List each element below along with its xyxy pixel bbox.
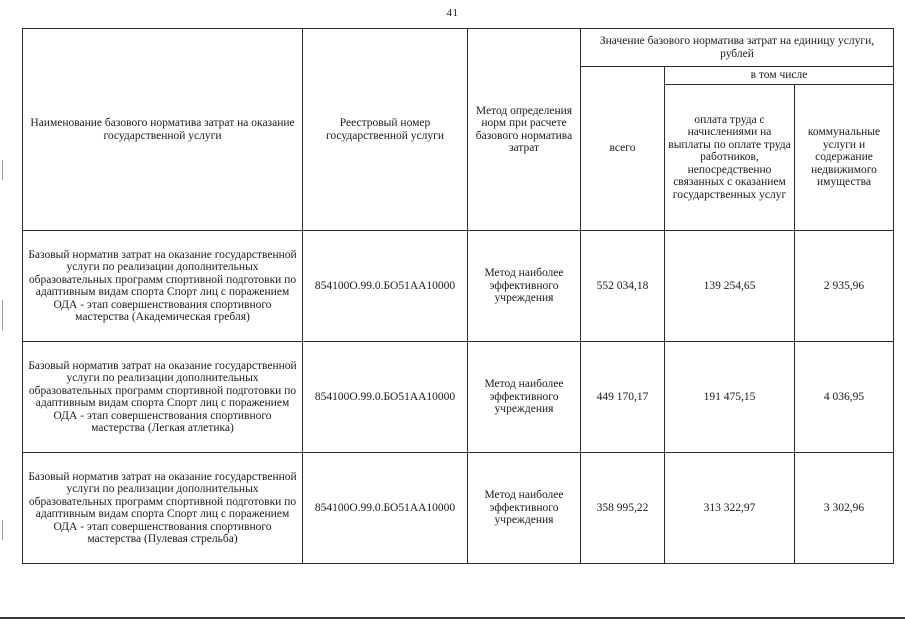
cell-total: 358 995,22 [581,453,665,564]
page-bottom-rule [0,617,905,619]
header-including: в том числе [665,67,894,85]
cell-name: Базовый норматив затрат на оказание государственной услуги по реализации дополнительных образовательных программ спортивной подготовки по адаптивным видам спорта Спорт лиц с поражением ОДА - этап совершенствования спортивного мастерства (Легкая атлетика) [23,342,303,453]
cell-method: Метод наиболее эффективного учреждения [468,342,581,453]
cell-labor: 313 322,97 [665,453,795,564]
cell-labor: 139 254,65 [665,231,795,342]
cell-registry: 854100О.99.0.БО51АА10000 [303,342,468,453]
cell-name: Базовый норматив затрат на оказание государственной услуги по реализации дополнительных образовательных программ спортивной подготовки по адаптивным видам спорта Спорт лиц с поражением ОДА - этап совершенствования спортивного мастерства (Пулевая стрельба) [23,453,303,564]
cell-name: Базовый норматив затрат на оказание государственной услуги по реализации дополнительных образовательных программ спортивной подготовки по адаптивным видам спорта Спорт лиц с поражением ОДА - этап совершенствования спортивного мастерства (Академическая гребля) [23,231,303,342]
cell-total: 552 034,18 [581,231,665,342]
cell-labor: 191 475,15 [665,342,795,453]
cell-method: Метод наиболее эффективного учреждения [468,231,581,342]
table-body [23,231,894,564]
table-row [23,453,894,564]
cell-utilities: 4 036,95 [795,342,894,453]
table-row [23,342,894,453]
header-labor: оплата труда с начислениями на выплаты по оплате труда работников, непосредственно связанных с оказанием государственных услуг [665,85,795,231]
cost-standards-table [22,28,894,564]
cell-total: 449 170,17 [581,342,665,453]
cell-method: Метод наиболее эффективного учреждения [468,453,581,564]
header-utilities: коммунальные услуги и содержание недвижимого имущества [795,85,894,231]
scan-margin-mark [2,300,3,330]
cell-registry: 854100О.99.0.БО51АА10000 [303,231,468,342]
scan-margin-mark [2,520,3,540]
table-row [23,231,894,342]
scan-margin-mark [2,160,3,180]
header-total: всего [581,67,665,231]
page-number: 41 [446,7,459,19]
header-value-group: Значение базового норматива затрат на единицу услуги, рублей [581,29,894,67]
table-header [23,29,894,231]
header-name: Наименование базового норматива затрат на оказание государственной услуги [23,29,303,231]
header-method: Метод определения норм при расчете базового норматива затрат [468,29,581,231]
cell-registry: 854100О.99.0.БО51АА10000 [303,453,468,564]
cell-utilities: 2 935,96 [795,231,894,342]
header-registry: Реестровый номер государственной услуги [303,29,468,231]
cell-utilities: 3 302,96 [795,453,894,564]
